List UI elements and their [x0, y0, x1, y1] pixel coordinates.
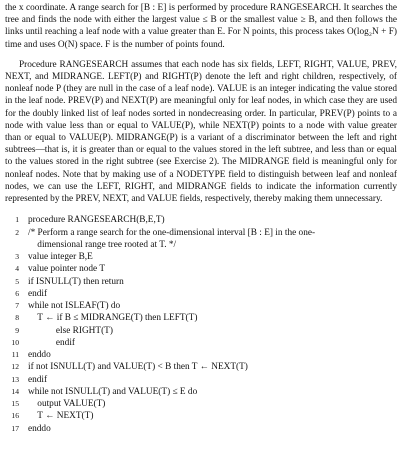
code-text: while not ISLEAF(T) do: [28, 301, 121, 311]
code-line: [5, 251, 397, 263]
code-text: if not ISNULL(T) and VALUE(T) < B then T ← NEXT(T): [28, 362, 248, 373]
line-number: 15: [11, 399, 19, 408]
code-line: [5, 288, 397, 300]
code-line: [5, 386, 397, 398]
line-number: 2: [15, 227, 19, 237]
paragraph-rangesearch-fields: [5, 59, 397, 205]
code-line: [5, 337, 397, 349]
code-text: enddo: [28, 350, 51, 360]
code-text: if ISNULL(T) then return: [28, 276, 124, 287]
line-number: 7: [15, 301, 19, 310]
paragraph-text: the x coordinate. A range search for [B : E] is performed by procedure RANGESEARCH. It searches the tree and finds the node with either the largest value ≤ B or the smallest value ≥ B, and then follows the links until reaching a leaf node with a value greater than E. For N points, this process takes O(log₂N + F) time and uses O(N) space. F is the number of points found.: [5, 3, 397, 50]
line-number: 11: [11, 350, 19, 359]
line-number: 9: [15, 325, 19, 335]
paragraph-range-search-intro: [5, 2, 397, 51]
code-line: [5, 239, 397, 251]
code-text: endif: [28, 288, 48, 299]
code-line: [5, 398, 397, 410]
code-line: [5, 300, 397, 312]
line-number: 4: [15, 264, 19, 274]
code-text: while not ISNULL(T) and VALUE(T) ≤ E do: [28, 386, 198, 397]
code-text: enddo: [28, 423, 51, 434]
code-line: [5, 361, 397, 373]
paragraph-text: Procedure RANGESEARCH assumes that each node has six fields, LEFT, RIGHT, VALUE, PREV, NEXT, and MIDRANGE. LEFT(P) and RIGHT(P) denote the left and right children, respectively, of nonleaf node P (they are null in the case of a leaf node). VALUE is an integer indicating the value stored in the leaf node. PREV(P) and NEXT(P) are meaningful only for leaf nodes, in which case they are used for the doubly linked list of leaf nodes sorted in nondecreasing order. In particular, PREV(P) points to a node with value less than or equal to VALUE(P), while NEXT(P) points to a node with value greater than or equal to VALUE(P). MIDRANGE(P) is a variant of a discriminator between the left and right subtrees—that is, it is greater than or equal to the values stored in the left subtree, and less than or equal to the values stored in the right subtree (see Exercise 2). The MIDRANGE field is meaningful only for nonleaf nodes. Note that by making use of a NODETYPE field to distinguish between leaf and nonleaf nodes, we can use the LEFT, RIGHT, and MIDRANGE fields to indicate the information currently represented by the PREV, NEXT, and VALUE fields, respectively, thereby making them unnecessary.: [5, 59, 397, 205]
code-text: else RIGHT(T): [28, 325, 113, 336]
line-number: 13: [11, 374, 19, 384]
code-text: value pointer node T: [28, 264, 106, 275]
line-number: 17: [11, 423, 19, 433]
line-number: 3: [15, 252, 19, 261]
line-number: 16: [11, 411, 19, 421]
code-text: procedure RANGESEARCH(B,E,T): [28, 215, 165, 226]
code-line: [5, 263, 397, 275]
code-text: T ← if B ≤ MIDRANGE(T) then LEFT(T): [28, 313, 198, 324]
code-text: dimensional range tree rooted at T. */: [28, 239, 177, 250]
code-text: /* Perform a range search for the one-dimensional interval [B : E] in the one-: [28, 227, 316, 238]
code-text: value integer B,E: [28, 252, 93, 262]
code-line: [5, 312, 397, 324]
code-line: [5, 410, 397, 422]
line-number: 1: [15, 215, 19, 225]
code-line: [5, 423, 397, 435]
code-line: [5, 276, 397, 288]
line-number: 8: [15, 313, 19, 323]
code-line: [5, 214, 397, 226]
line-number: 10: [11, 337, 19, 347]
code-text: output VALUE(T): [28, 399, 106, 409]
code-text: endif: [28, 337, 75, 348]
line-number: 6: [15, 288, 19, 298]
pseudocode-listing: [5, 214, 397, 435]
line-number: 5: [15, 276, 19, 286]
code-line: [5, 374, 397, 386]
code-line: [5, 349, 397, 361]
line-number: 14: [11, 386, 19, 396]
code-text: endif: [28, 374, 48, 385]
code-line: [5, 227, 397, 239]
code-line: [5, 325, 397, 337]
code-text: T ← NEXT(T): [28, 411, 94, 422]
line-number: 12: [11, 362, 19, 372]
